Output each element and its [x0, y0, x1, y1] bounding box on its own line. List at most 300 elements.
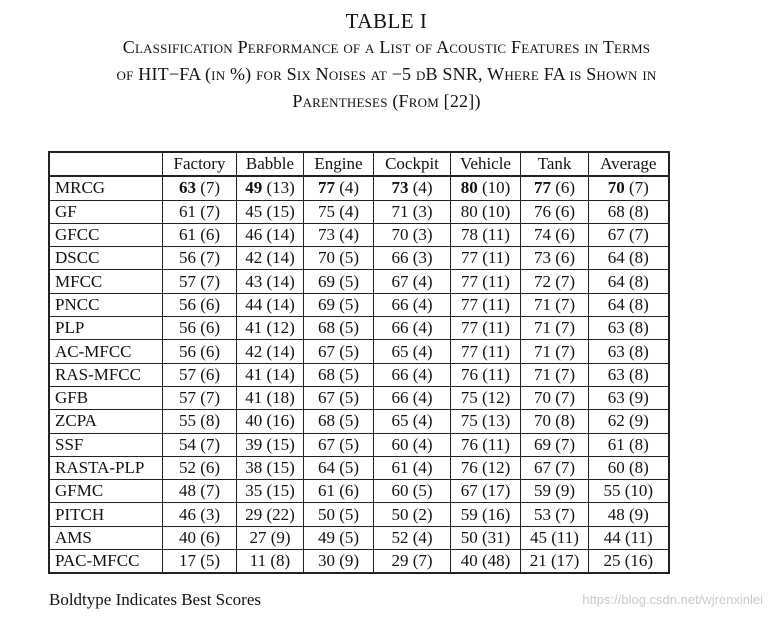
- table-row: [49, 526, 669, 549]
- table-cell: [304, 340, 374, 363]
- fa-value: (11): [478, 318, 510, 338]
- fa-value: (9): [334, 551, 360, 571]
- fa-value: (7): [195, 271, 221, 291]
- table-cell: [451, 456, 521, 479]
- row-label: GFCC: [49, 223, 163, 246]
- fa-value: (6): [195, 364, 221, 384]
- table-row: [49, 363, 669, 386]
- table-cell: [589, 433, 669, 456]
- hit-fa-score: 30: [317, 551, 335, 571]
- hit-fa-score: 60: [391, 434, 409, 454]
- fa-value: (4): [408, 434, 433, 454]
- fa-value: (9): [266, 527, 291, 547]
- table-cell: [589, 340, 669, 363]
- fa-value: (16): [620, 551, 654, 571]
- table-cell: [237, 340, 304, 363]
- table-cell: [304, 480, 374, 503]
- fa-value: (48): [477, 551, 511, 571]
- hit-fa-score: 66: [391, 388, 409, 408]
- hit-fa-score: 63: [607, 341, 625, 361]
- hit-fa-score: 41: [245, 364, 263, 384]
- hit-fa-score: 39: [245, 434, 263, 454]
- hit-fa-score: 77: [461, 318, 479, 338]
- table-cell: [304, 247, 374, 270]
- table-row: [49, 200, 669, 223]
- table-cell: [374, 363, 451, 386]
- column-header-engine: Engine: [304, 152, 374, 176]
- hit-fa-score: 55: [603, 481, 621, 501]
- hit-fa-score: 56: [178, 294, 196, 314]
- table-cell: [589, 526, 669, 549]
- fa-value: (6): [195, 341, 221, 361]
- table-cell: [163, 410, 237, 433]
- hit-fa-score: 77: [461, 341, 479, 361]
- table-cell: [374, 503, 451, 526]
- table-row: [49, 317, 669, 340]
- hit-fa-score: 67: [533, 458, 551, 477]
- table-cell: [237, 433, 304, 456]
- table-cell: [237, 456, 304, 479]
- table-cell: [521, 363, 589, 386]
- row-label: PAC-MFCC: [49, 550, 163, 574]
- table-cell: [589, 456, 669, 479]
- row-label: PITCH: [49, 503, 163, 526]
- table-cell: [521, 176, 589, 200]
- table-cell: [589, 550, 669, 574]
- table-row: [49, 550, 669, 574]
- table-cell: [521, 293, 589, 316]
- row-label: GFMC: [49, 480, 163, 503]
- fa-value: (6): [195, 318, 221, 338]
- hit-fa-score: 40: [178, 527, 196, 547]
- hit-fa-score: 25: [603, 551, 621, 571]
- hit-fa-score: 61: [317, 481, 335, 501]
- hit-fa-score: 48: [178, 481, 196, 501]
- fa-value: (5): [195, 551, 221, 571]
- table-cell: [237, 293, 304, 316]
- table-cell: [237, 410, 304, 433]
- fa-value: (14): [262, 271, 295, 291]
- table-cell: [521, 200, 589, 223]
- hit-fa-score: 70: [533, 388, 551, 408]
- fa-value: (8): [624, 271, 649, 291]
- fa-value: (5): [334, 458, 360, 477]
- table-cell: [237, 550, 304, 574]
- table-cell: [451, 223, 521, 246]
- hit-fa-score: 63: [178, 178, 196, 198]
- table-cell: [374, 480, 451, 503]
- fa-value: (7): [408, 551, 433, 571]
- row-label: GFB: [49, 386, 163, 409]
- fa-value: (11): [478, 248, 510, 268]
- fa-value: (8): [266, 551, 291, 571]
- hit-fa-score: 49: [317, 527, 335, 547]
- hit-fa-score: 69: [317, 271, 335, 291]
- table-cell: [374, 176, 451, 200]
- column-header-babble: Babble: [237, 152, 304, 176]
- header-corner-cell: [49, 152, 163, 176]
- hit-fa-score: 21: [529, 551, 547, 571]
- hit-fa-score: 77: [461, 248, 479, 268]
- table-cell: [374, 386, 451, 409]
- fa-value: (4): [408, 458, 433, 477]
- fa-value: (7): [624, 178, 649, 198]
- hit-fa-score: 41: [245, 388, 263, 408]
- hit-fa-score: 68: [317, 411, 335, 431]
- table-cell: [304, 363, 374, 386]
- table-cell: [451, 503, 521, 526]
- table-cell: [589, 480, 669, 503]
- table-cell: [237, 270, 304, 293]
- hit-fa-score: 61: [178, 225, 196, 245]
- table-cell: [163, 270, 237, 293]
- hit-fa-score: 45: [245, 201, 263, 221]
- hit-fa-score: 66: [391, 318, 409, 338]
- fa-value: (11): [478, 434, 510, 454]
- hit-fa-score: 55: [178, 411, 196, 431]
- hit-fa-score: 67: [607, 225, 625, 245]
- fa-value: (4): [408, 411, 433, 431]
- hit-fa-score: 60: [391, 481, 409, 501]
- hit-fa-score: 73: [533, 248, 551, 268]
- table-cell: [521, 526, 589, 549]
- hit-fa-score: 57: [178, 388, 196, 408]
- hit-fa-score: 75: [460, 411, 478, 431]
- table-cell: [521, 480, 589, 503]
- fa-value: (12): [262, 318, 295, 338]
- row-label: RAS-MFCC: [49, 363, 163, 386]
- table-cell: [374, 293, 451, 316]
- hit-fa-score: 56: [178, 341, 196, 361]
- hit-fa-score: 77: [461, 294, 479, 314]
- fa-value: (8): [624, 248, 649, 268]
- column-header-factory: Factory: [163, 152, 237, 176]
- table-cell: [237, 503, 304, 526]
- fa-value: (7): [195, 434, 221, 454]
- fa-value: (4): [408, 178, 433, 198]
- fa-value: (15): [262, 201, 295, 221]
- fa-value: (3): [408, 201, 433, 221]
- hit-fa-score: 43: [245, 271, 263, 291]
- row-label: SSF: [49, 433, 163, 456]
- fa-value: (11): [478, 271, 510, 291]
- hit-fa-score: 38: [245, 458, 263, 477]
- table-cell: [589, 386, 669, 409]
- fa-value: (13): [262, 178, 295, 198]
- fa-value: (6): [195, 527, 221, 547]
- hit-fa-score: 71: [533, 318, 551, 338]
- hit-fa-score: 76: [461, 434, 479, 454]
- table-header-row: [49, 152, 669, 176]
- fa-value: (5): [334, 294, 360, 314]
- hit-fa-score: 77: [317, 178, 335, 198]
- row-label: DSCC: [49, 247, 163, 270]
- hit-fa-score: 78: [461, 225, 479, 245]
- table-cell: [163, 200, 237, 223]
- table-cell: [163, 176, 237, 200]
- fa-value: (9): [624, 388, 649, 408]
- fa-value: (5): [334, 504, 360, 524]
- fa-value: (4): [408, 318, 433, 338]
- fa-value: (4): [334, 225, 360, 245]
- table-cell: [451, 200, 521, 223]
- hit-fa-score: 67: [317, 434, 335, 454]
- hit-fa-score: 67: [317, 341, 335, 361]
- hit-fa-score: 70: [533, 411, 551, 431]
- fa-value: (15): [262, 458, 295, 477]
- fa-value: (13): [477, 411, 511, 431]
- hit-fa-score: 56: [178, 248, 196, 268]
- fa-value: (2): [408, 504, 433, 524]
- table-cell: [451, 317, 521, 340]
- fa-value: (4): [408, 341, 433, 361]
- hit-fa-score: 70: [317, 248, 335, 268]
- fa-value: (3): [408, 248, 433, 268]
- row-label: AC-MFCC: [49, 340, 163, 363]
- table-cell: [374, 317, 451, 340]
- hit-fa-score: 69: [317, 294, 335, 314]
- hit-fa-score: 77: [461, 271, 479, 291]
- fa-value: (14): [262, 294, 295, 314]
- fa-value: (14): [262, 364, 295, 384]
- hit-fa-score: 63: [607, 364, 625, 384]
- table-cell: [163, 340, 237, 363]
- table-title-block: [0, 8, 773, 115]
- table-row: [49, 410, 669, 433]
- table-cell: [304, 176, 374, 200]
- table-cell: [304, 550, 374, 574]
- hit-fa-score: 71: [533, 341, 551, 361]
- hit-fa-score: 27: [249, 527, 267, 547]
- table-cell: [451, 480, 521, 503]
- table-cell: [304, 526, 374, 549]
- table-cell: [374, 550, 451, 574]
- hit-fa-score: 63: [607, 318, 625, 338]
- table-cell: [521, 456, 589, 479]
- table-cell: [163, 503, 237, 526]
- hit-fa-score: 40: [460, 551, 478, 571]
- table-cell: [163, 317, 237, 340]
- fa-value: (5): [334, 364, 360, 384]
- hit-fa-score: 52: [391, 527, 409, 547]
- hit-fa-score: 49: [245, 178, 263, 198]
- hit-fa-score: 64: [607, 294, 625, 314]
- column-header-vehicle: Vehicle: [451, 152, 521, 176]
- table-cell: [451, 363, 521, 386]
- hit-fa-score: 73: [391, 178, 409, 198]
- hit-fa-score: 63: [607, 388, 625, 408]
- table-cell: [304, 293, 374, 316]
- hit-fa-score: 76: [533, 201, 551, 221]
- fa-value: (7): [624, 225, 649, 245]
- hit-fa-score: 68: [607, 201, 625, 221]
- row-label: PLP: [49, 317, 163, 340]
- hit-fa-score: 60: [607, 458, 625, 477]
- fa-value: (12): [477, 458, 511, 477]
- table-cell: [237, 247, 304, 270]
- column-header-tank: Tank: [521, 152, 589, 176]
- hit-fa-score: 48: [607, 504, 625, 524]
- table-cell: [237, 317, 304, 340]
- table-cell: [589, 223, 669, 246]
- fa-value: (8): [624, 434, 649, 454]
- hit-fa-score: 52: [178, 458, 196, 477]
- table-cell: [304, 503, 374, 526]
- hit-fa-score: 71: [533, 294, 551, 314]
- hit-fa-score: 70: [391, 225, 409, 245]
- fa-value: (16): [477, 504, 511, 524]
- hit-fa-score: 65: [391, 411, 409, 431]
- fa-value: (11): [478, 294, 510, 314]
- fa-value: (7): [550, 434, 576, 454]
- fa-value: (6): [550, 178, 576, 198]
- row-label: RASTA-PLP: [49, 456, 163, 479]
- table-cell: [451, 293, 521, 316]
- fa-value: (15): [262, 434, 295, 454]
- hit-fa-score: 80: [460, 201, 478, 221]
- fa-value: (8): [624, 364, 649, 384]
- column-header-average: Average: [589, 152, 669, 176]
- hit-fa-score: 42: [245, 248, 263, 268]
- fa-value: (7): [550, 364, 576, 384]
- table-cell: [237, 176, 304, 200]
- fa-value: (14): [262, 341, 295, 361]
- hit-fa-score: 42: [245, 341, 263, 361]
- fa-value: (5): [334, 527, 360, 547]
- table-cell: [521, 503, 589, 526]
- hit-fa-score: 80: [460, 178, 478, 198]
- column-header-cockpit: Cockpit: [374, 152, 451, 176]
- table-cell: [304, 200, 374, 223]
- row-label: GF: [49, 200, 163, 223]
- hit-fa-score: 44: [245, 294, 263, 314]
- caption-line-1: Classification Performance of a List of Acoustic Features in Terms: [122, 37, 651, 57]
- watermark-text: https://blog.csdn.net/wjrenxinlei: [582, 592, 763, 607]
- hit-fa-score: 53: [533, 504, 551, 524]
- hit-fa-score: 65: [391, 341, 409, 361]
- table-cell: [237, 526, 304, 549]
- fa-value: (18): [262, 388, 295, 408]
- table-cell: [521, 317, 589, 340]
- row-label: MRCG: [49, 176, 163, 200]
- hit-fa-score: 68: [317, 364, 335, 384]
- table-cell: [451, 386, 521, 409]
- hit-fa-score: 76: [460, 458, 478, 477]
- fa-value: (14): [262, 248, 295, 268]
- table-cell: [163, 293, 237, 316]
- table-row: [49, 433, 669, 456]
- fa-value: (8): [550, 411, 576, 431]
- table-cell: [589, 270, 669, 293]
- hit-fa-score: 71: [533, 364, 551, 384]
- hit-fa-score: 62: [607, 411, 625, 431]
- fa-value: (12): [477, 388, 511, 408]
- table-row: [49, 247, 669, 270]
- fa-value: (4): [408, 271, 433, 291]
- fa-value: (6): [550, 248, 576, 268]
- table-cell: [374, 223, 451, 246]
- fa-value: (31): [477, 527, 511, 547]
- table-cell: [374, 433, 451, 456]
- row-label: AMS: [49, 526, 163, 549]
- hit-fa-score: 61: [178, 201, 196, 221]
- fa-value: (6): [334, 481, 360, 501]
- hit-fa-score: 77: [533, 178, 551, 198]
- table-cell: [521, 410, 589, 433]
- hit-fa-score: 17: [178, 551, 196, 571]
- fa-value: (11): [547, 527, 579, 547]
- fa-value: (7): [550, 504, 576, 524]
- table-cell: [237, 386, 304, 409]
- hit-fa-score: 50: [317, 504, 335, 524]
- hit-fa-score: 50: [391, 504, 409, 524]
- table-cell: [237, 480, 304, 503]
- fa-value: (7): [195, 201, 221, 221]
- table-cell: [589, 410, 669, 433]
- hit-fa-score: 75: [317, 201, 335, 221]
- table-cell: [589, 247, 669, 270]
- hit-fa-score: 67: [317, 388, 335, 408]
- fa-value: (6): [195, 458, 221, 477]
- fa-value: (7): [550, 271, 576, 291]
- fa-value: (11): [478, 364, 510, 384]
- fa-value: (8): [624, 294, 649, 314]
- table-cell: [521, 223, 589, 246]
- table-cell: [521, 270, 589, 293]
- hit-fa-score: 11: [249, 551, 267, 571]
- table-cell: [163, 526, 237, 549]
- table-row: [49, 386, 669, 409]
- table-cell: [304, 317, 374, 340]
- fa-value: (5): [334, 411, 360, 431]
- fa-value: (14): [262, 225, 295, 245]
- fa-value: (7): [550, 294, 576, 314]
- fa-value: (11): [478, 225, 510, 245]
- fa-value: (11): [478, 341, 510, 361]
- row-label: MFCC: [49, 270, 163, 293]
- fa-value: (4): [334, 178, 360, 198]
- hit-fa-score: 69: [533, 434, 551, 454]
- fa-value: (4): [408, 527, 433, 547]
- fa-value: (6): [195, 225, 221, 245]
- table-cell: [451, 526, 521, 549]
- table-cell: [451, 433, 521, 456]
- table-cell: [304, 456, 374, 479]
- fa-value: (10): [620, 481, 654, 501]
- hit-fa-score: 35: [245, 481, 263, 501]
- hit-fa-score: 57: [178, 271, 196, 291]
- hit-fa-score: 61: [391, 458, 409, 477]
- table-cell: [589, 363, 669, 386]
- fa-value: (9): [550, 481, 576, 501]
- fa-value: (5): [334, 248, 360, 268]
- fa-value: (16): [262, 411, 295, 431]
- caption-line-2: of HIT−FA (in %) for Six Noises at −5 dB SNR, Where FA is Shown in: [116, 64, 657, 84]
- hit-fa-score: 29: [245, 504, 263, 524]
- table-cell: [237, 223, 304, 246]
- table-cell: [451, 247, 521, 270]
- fa-value: (4): [408, 294, 433, 314]
- table-cell: [451, 340, 521, 363]
- fa-value: (3): [195, 504, 221, 524]
- table-cell: [374, 410, 451, 433]
- table-cell: [304, 270, 374, 293]
- table-cell: [589, 200, 669, 223]
- hit-fa-score: 76: [461, 364, 479, 384]
- fa-value: (6): [195, 294, 221, 314]
- hit-fa-score: 64: [607, 271, 625, 291]
- hit-fa-score: 46: [178, 504, 196, 524]
